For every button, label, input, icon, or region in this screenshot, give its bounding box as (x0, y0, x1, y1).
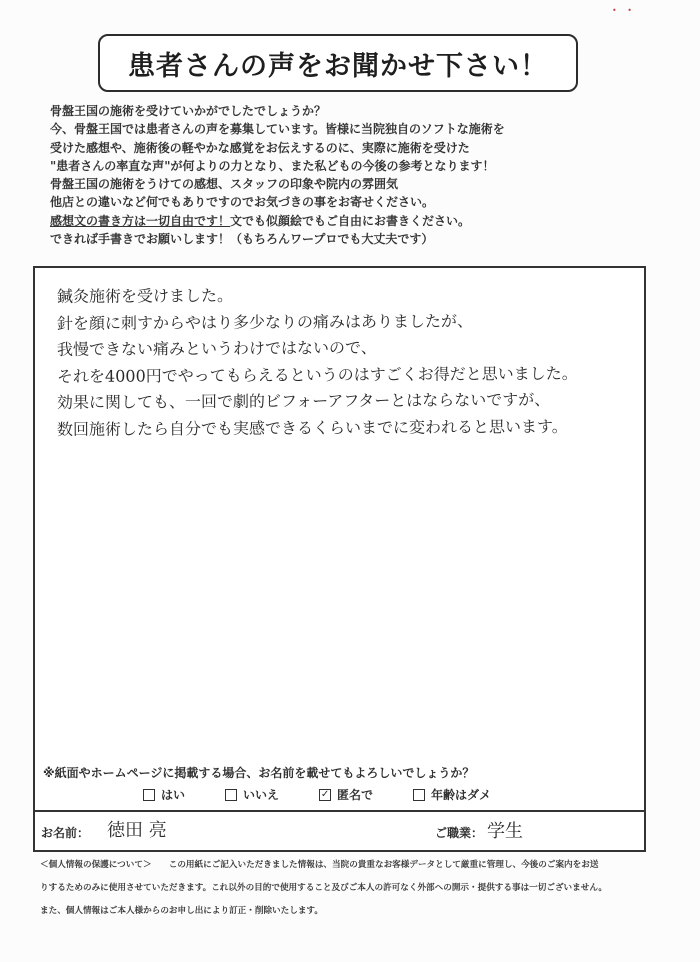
job-value[interactable]: 学生 (487, 821, 523, 842)
name-job-row (33, 810, 646, 852)
intro-line-freeform (50, 212, 660, 230)
intro-line: 他店との違いなど何でもありですのでお気づきの事をお寄せください。 (50, 195, 435, 210)
option-yes[interactable] (143, 786, 185, 803)
intro-line: 今、骨盤王国では患者さんの声を募集しています。皆様に当院独自のソフトな施術を (50, 122, 505, 137)
privacy-notice (40, 854, 640, 923)
intro-underlined-text: 感想文の書き方は一切自由です！ (50, 213, 231, 228)
consent-options (143, 786, 491, 803)
job-label: ご職業： (435, 826, 484, 840)
consent-section (33, 758, 646, 810)
corner-mark: • • (612, 6, 636, 15)
intro-line: 骨盤王国の施術をうけての感想、スタッフの印象や院内の雰囲気 (50, 177, 399, 192)
privacy-line: また、個人情報はご本人様からのお申し出により訂正・削除いたします。 (40, 906, 323, 916)
intro-line: 骨盤王国の施術を受けていかがでしたでしょうか？ (50, 104, 327, 118)
form-title: 患者さんの声をお聞かせ下さい！ (98, 34, 578, 92)
comment-line: 針を顔に刺すからやはり多少なりの痛みはありましたが、 (56, 310, 474, 333)
comment-line: 我慢できない痛みというわけではないので、 (56, 338, 377, 359)
option-no-age[interactable] (413, 786, 491, 803)
intro-line: 受けた感想や、施術後の軽やかな感覚をお伝えするのに、実際に施術を受けた (50, 140, 470, 155)
comment-line: 効果に関しても、一回で劇的ビフォーアフターとはならないですが、 (56, 389, 551, 412)
checkbox-yes[interactable] (143, 789, 155, 801)
option-anonymous[interactable] (319, 786, 373, 803)
comment-line: それを4000円でやってもらえるというのはすごくお得だと思いました。 (56, 363, 578, 386)
intro-line: "患者さんの率直な声"が何よりの力となり、また私どもの今後の参考となります！ (50, 158, 495, 173)
name-value[interactable]: 徳田 亮 (107, 820, 167, 841)
option-no-age-label: 年齢はダメ (431, 788, 492, 802)
intro-text (50, 102, 660, 248)
option-no[interactable] (225, 786, 279, 803)
consent-question: ※紙面やホームページに掲載する場合、お名前を載せてもよろしいでしょうか？ (43, 766, 475, 780)
intro-line: できれば手書きでお願いします！（もちろんワープロでも大丈夫です） (50, 232, 434, 247)
comment-box[interactable] (33, 266, 646, 760)
name-label: お名前： (41, 826, 90, 840)
intro-rest-text: 文でも似顔絵でもご自由にお書きください。 (230, 213, 471, 228)
checkbox-no-age[interactable] (413, 789, 425, 801)
checkbox-no[interactable] (225, 789, 237, 801)
handwritten-comment (57, 284, 637, 443)
comment-line: 鍼灸施術を受けました。 (56, 285, 234, 306)
privacy-line: ＜個人情報の保護について＞ この用紙にご記入いただきました情報は、当院の貴重なお客様データとして厳重に管理し、今後のご案内をお送 (40, 860, 599, 870)
option-yes-label: はい (161, 788, 186, 802)
privacy-line: りするためのみに使用させていただきます。これ以外の目的で使用すること及びご本人の許可なく外部への開示・提供する事は一切ございません。 (40, 883, 608, 893)
comment-line: 数回施術したら自分でも実感できるくらいまでに変われると思います。 (56, 416, 568, 439)
option-no-label: いいえ (243, 788, 280, 802)
checkbox-anonymous[interactable]: ✓ (320, 788, 330, 800)
option-anonymous-label: 匿名で (337, 788, 374, 802)
